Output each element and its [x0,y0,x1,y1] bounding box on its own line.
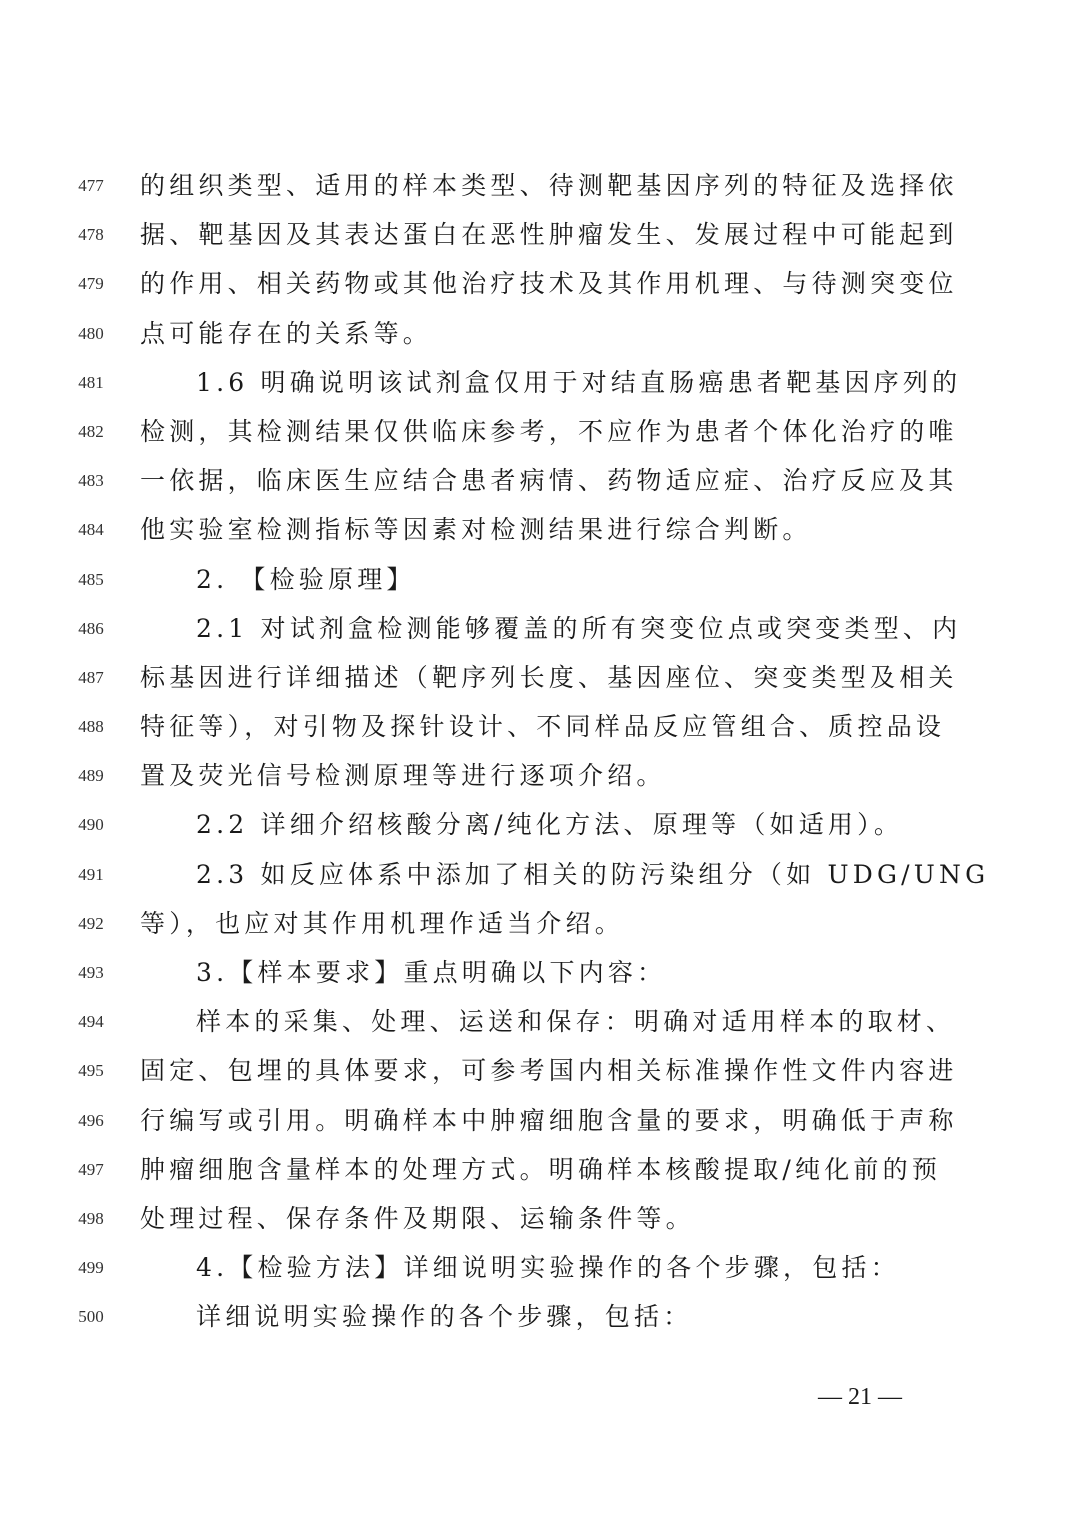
line-text: 肿瘤细胞含量样本的处理方式。明确样本核酸提取/纯化前的预 [140,1154,942,1184]
line-text: 点可能存在的关系等。 [140,318,433,348]
line-text: 样本的采集、处理、运送和保存：明确对适用样本的取材、 [196,1007,956,1037]
line-text: 据、靶基因及其表达蛋白在恶性肿瘤发生、发展过程中可能起到 [140,220,958,250]
line-text: 处理过程、保存条件及期限、运输条件等。 [140,1203,695,1233]
text-line [0,902,1080,951]
text-line [0,1197,1080,1246]
line-number: 478 [78,225,104,245]
line-number: 486 [78,618,104,638]
line-text: 他实验室检测指标等因素对检测结果进行综合判断。 [140,515,812,545]
text-line [0,164,1080,213]
line-number: 484 [78,520,104,540]
text-line [0,951,1080,1000]
line-text: 标基因进行详细描述（靶序列长度、基因座位、突变类型及相关 [140,662,958,692]
text-line [0,1246,1080,1295]
line-text: 检测，其检测结果仅供临床参考，不应作为患者个体化治疗的唯 [140,416,958,446]
text-line [0,656,1080,705]
text-line [0,361,1080,410]
text-line [0,312,1080,361]
text-line [0,1000,1080,1049]
text-body [0,164,1080,1345]
line-number: 500 [78,1307,104,1327]
line-number: 498 [78,1208,104,1228]
line-text: 1.6 明确说明该试剂盒仅用于对结直肠癌患者靶基因序列的 [196,367,962,397]
text-line [0,1099,1080,1148]
line-number: 490 [78,815,104,835]
line-text: 固定、包埋的具体要求，可参考国内相关标准操作性文件内容进 [140,1056,958,1086]
section-heading: 3.【样本要求】重点明确以下内容： [196,958,667,987]
line-number: 481 [78,372,104,392]
text-line [0,803,1080,852]
line-text: 置及荧光信号检测原理等进行逐项介绍。 [140,761,666,791]
line-number: 479 [78,274,104,294]
line-number: 483 [78,471,104,491]
text-line [0,705,1080,754]
line-number: 492 [78,913,104,933]
page-number: — 21 — [818,1384,902,1410]
line-number: 496 [78,1110,104,1130]
text-line [0,508,1080,557]
line-number: 497 [78,1159,104,1179]
line-number: 499 [78,1258,104,1278]
text-line [0,213,1080,262]
text-line [0,558,1080,607]
text-line [0,459,1080,508]
line-number: 494 [78,1012,104,1032]
line-number: 491 [78,864,104,884]
line-text: 2.2 详细介绍核酸分离/纯化方法、原理等（如适用）。 [196,810,904,840]
line-number: 488 [78,717,104,737]
line-number: 482 [78,421,104,441]
line-number: 489 [78,766,104,786]
line-text: 详细说明实验操作的各个步骤，包括： [196,1302,693,1332]
section-heading: 4.【检验方法】详细说明实验操作的各个步骤，包括： [196,1253,900,1283]
text-line [0,754,1080,803]
text-line [0,1049,1080,1098]
line-text: 等），也应对其作用机理作适当介绍。 [140,908,624,938]
line-number: 493 [78,963,104,982]
line-number: 487 [78,667,104,687]
line-number: 495 [78,1061,104,1081]
line-text: 2.3 如反应体系中添加了相关的防污染组分（如 UDG/UNG [196,859,990,889]
line-number: 480 [78,323,104,343]
text-line [0,1148,1080,1197]
text-line [0,607,1080,656]
section-heading: 2. 【检验原理】 [196,564,416,594]
text-line [0,853,1080,902]
line-text: 的组织类型、适用的样本类型、待测靶基因序列的特征及选择依 [140,171,958,200]
text-line [0,1295,1080,1344]
line-text: 一依据，临床医生应结合患者病情、药物适应症、治疗反应及其 [140,466,958,496]
line-text: 2.1 对试剂盒检测能够覆盖的所有突变位点或突变类型、内 [196,613,962,643]
line-text: 的作用、相关药物或其他治疗技术及其作用机理、与待测突变位 [140,269,958,299]
line-number: 485 [78,569,104,589]
line-text: 特征等），对引物及探针设计、不同样品反应管组合、质控品设 [140,712,946,742]
line-text: 行编写或引用。明确样本中肿瘤细胞含量的要求，明确低于声称 [140,1105,958,1135]
text-line [0,262,1080,311]
text-line [0,410,1080,459]
line-number: 477 [78,176,104,195]
